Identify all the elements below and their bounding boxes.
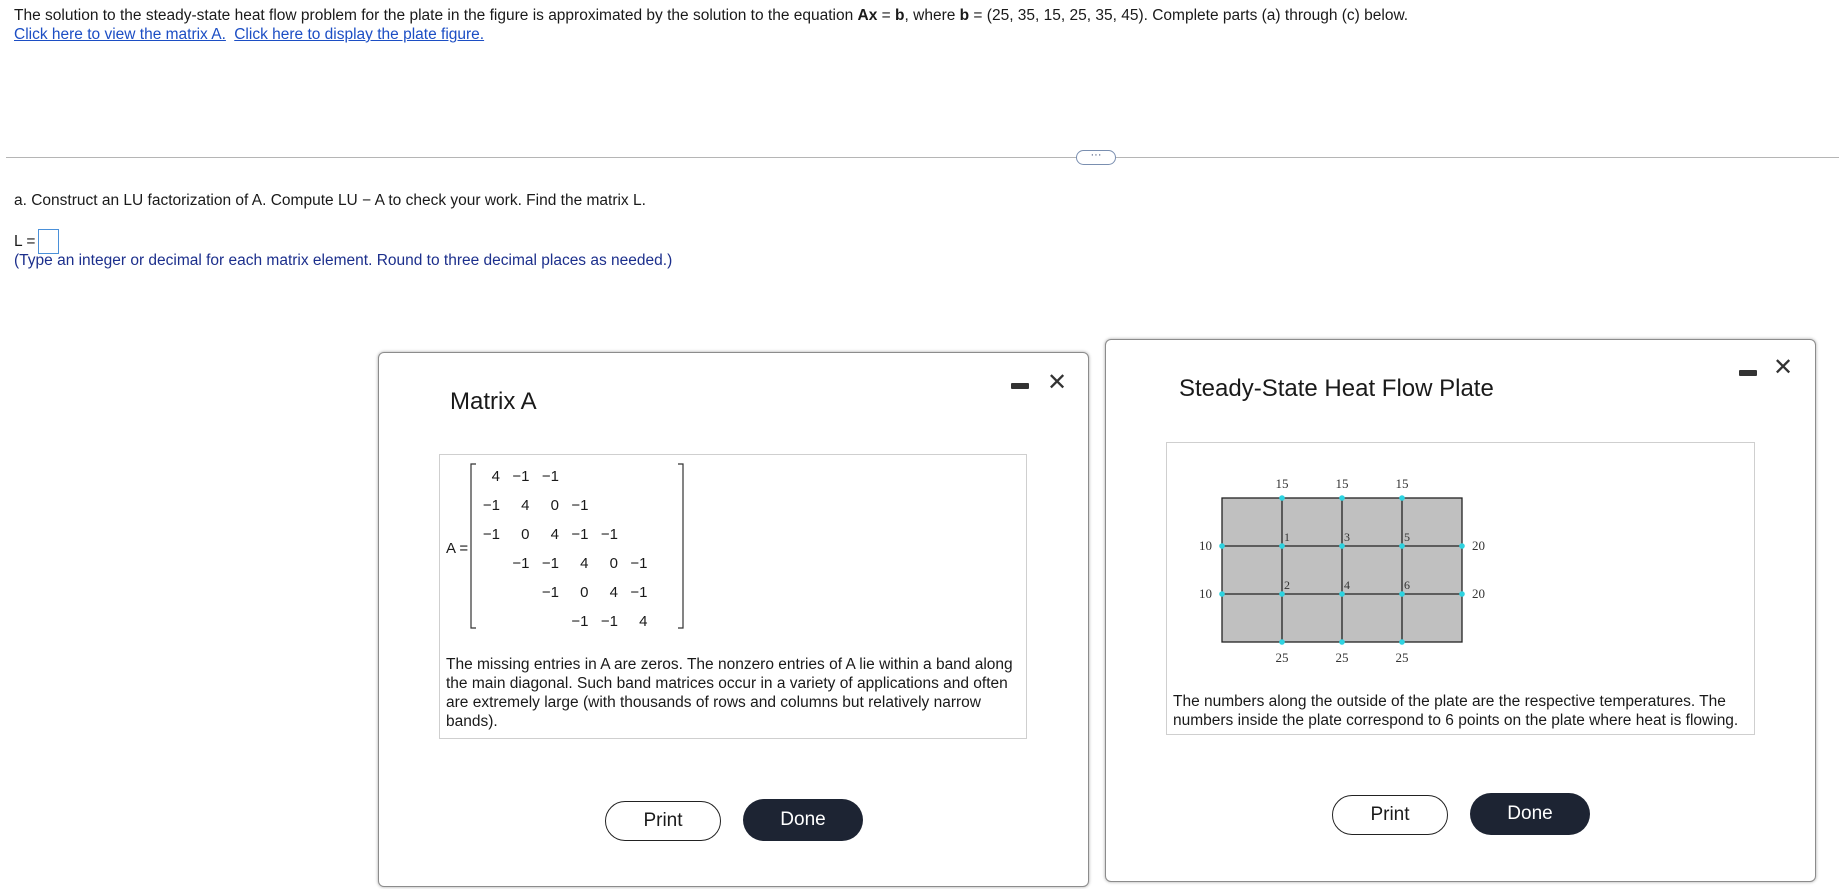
matrix-entry: 0 xyxy=(580,584,589,601)
plate-content-box xyxy=(1166,442,1755,735)
eq-ax: Ax xyxy=(857,7,878,24)
matrix-entry: −1 xyxy=(512,468,530,485)
done-button[interactable]: Done xyxy=(1470,793,1590,835)
left-temperature: 10 xyxy=(1199,586,1212,601)
matrix-entry: −1 xyxy=(630,555,648,572)
matrix-caption: The missing entries in A are zeros. The nonzero entries of A lie within a band along the main diagonal. Such band matrices occur in a variety of applications and often are extremely large (with thousands of rows and columns but relatively narrow bands). xyxy=(446,656,1013,730)
eq-b: b xyxy=(895,7,905,24)
top-temperature: 15 xyxy=(1395,476,1409,491)
matrix-entry: 0 xyxy=(550,497,559,514)
boundary-point xyxy=(1459,543,1465,549)
close-button[interactable]: ✕ xyxy=(1773,354,1794,381)
done-button[interactable]: Done xyxy=(743,799,863,841)
boundary-point xyxy=(1339,639,1345,645)
point-label: 3 xyxy=(1344,530,1350,544)
left-temperature: 10 xyxy=(1199,538,1212,553)
l-answer-row xyxy=(14,229,59,254)
boundary-point xyxy=(1219,543,1225,549)
boundary-point xyxy=(1399,639,1405,645)
bottom-temperature: 25 xyxy=(1335,650,1349,665)
close-button[interactable]: ✕ xyxy=(1047,369,1068,396)
matrix-brackets xyxy=(470,462,690,632)
matrix-entry: −1 xyxy=(512,555,530,572)
minimize-button[interactable] xyxy=(1739,370,1757,376)
point-label: 2 xyxy=(1284,578,1290,592)
interior-point xyxy=(1399,543,1405,549)
point-label: 1 xyxy=(1284,530,1290,544)
plate-dialog xyxy=(1105,339,1816,882)
matrix-entry: 4 xyxy=(639,613,648,630)
matrix-a-dialog xyxy=(378,352,1089,887)
matrix-entry: 0 xyxy=(609,555,618,572)
matrix-entry: −1 xyxy=(541,555,559,572)
point-label: 6 xyxy=(1404,578,1410,592)
matrix-a-label: A = xyxy=(446,540,469,557)
matrix-entry: −1 xyxy=(482,526,500,543)
expand-more-button[interactable]: ··· xyxy=(1076,150,1116,165)
print-button[interactable]: Print xyxy=(1332,795,1448,835)
matrix-entry: 4 xyxy=(550,526,559,543)
interior-point xyxy=(1339,543,1345,549)
matrix-entry: −1 xyxy=(482,497,500,514)
boundary-point xyxy=(1279,639,1285,645)
part-a-prompt: a. Construct an LU factorization of A. Compute LU − A to check your work. Find the matrix L. xyxy=(14,192,646,209)
boundary-point xyxy=(1459,591,1465,597)
eq-rest: = (25, 35, 15, 25, 35, 45). Complete parts (a) through (c) below. xyxy=(969,7,1409,24)
boundary-point xyxy=(1279,495,1285,501)
boundary-point xyxy=(1399,495,1405,501)
minimize-button[interactable] xyxy=(1011,383,1029,389)
eq-equals: = xyxy=(877,7,896,24)
plate-figure xyxy=(1167,443,1754,665)
answer-hint: (Type an integer or decimal for each matrix element. Round to three decimal places as needed.) xyxy=(14,252,673,269)
matrix-entry: 4 xyxy=(491,468,500,485)
matrix-entry: −1 xyxy=(630,584,648,601)
matrix-entry: 0 xyxy=(521,526,530,543)
matrix-entry: −1 xyxy=(571,497,589,514)
display-plate-link[interactable]: Click here to display the plate figure. xyxy=(234,26,485,43)
eq-b2: b xyxy=(959,7,970,24)
interior-point xyxy=(1339,591,1345,597)
matrix-content-box xyxy=(439,454,1027,739)
right-temperature: 20 xyxy=(1472,538,1485,553)
dialog-title: Steady-State Heat Flow Plate xyxy=(1179,375,1494,402)
interior-point xyxy=(1279,543,1285,549)
view-matrix-link[interactable]: Click here to view the matrix A. xyxy=(14,26,226,43)
matrix-entry: −1 xyxy=(600,613,618,630)
section-divider xyxy=(6,157,1839,158)
point-label: 5 xyxy=(1404,530,1410,544)
interior-point xyxy=(1279,591,1285,597)
problem-statement xyxy=(14,6,1408,26)
matrix-entry: 4 xyxy=(521,497,530,514)
l-label: L = xyxy=(14,232,36,250)
bottom-temperature: 25 xyxy=(1275,650,1289,665)
boundary-point xyxy=(1219,591,1225,597)
interior-point xyxy=(1399,591,1405,597)
plate-caption: The numbers along the outside of the plate are the respective temperatures. The numbers inside the plate correspond to 6 points on the plate where heat is flowing. xyxy=(1173,693,1739,729)
matrix-entry: −1 xyxy=(541,584,559,601)
matrix-entry: −1 xyxy=(571,613,589,630)
top-temperature: 15 xyxy=(1275,476,1289,491)
bottom-temperature: 25 xyxy=(1395,650,1409,665)
right-temperature: 20 xyxy=(1472,586,1485,601)
matrix-entry: −1 xyxy=(541,468,559,485)
eq-mid: , where xyxy=(904,7,960,24)
dialog-title: Matrix A xyxy=(450,388,537,415)
matrix-entry: 4 xyxy=(609,584,618,601)
matrix-entry: −1 xyxy=(600,526,618,543)
top-temperature: 15 xyxy=(1335,476,1349,491)
print-button[interactable]: Print xyxy=(605,801,721,841)
l-matrix-input[interactable] xyxy=(38,229,59,254)
point-label: 4 xyxy=(1344,578,1350,592)
matrix-entry: 4 xyxy=(580,555,589,572)
matrix-entry: −1 xyxy=(571,526,589,543)
boundary-point xyxy=(1339,495,1345,501)
problem-text: The solution to the steady-state heat flow problem for the plate in the figure is approximated by the solution to the equation xyxy=(14,7,858,24)
problem-links xyxy=(14,26,488,44)
